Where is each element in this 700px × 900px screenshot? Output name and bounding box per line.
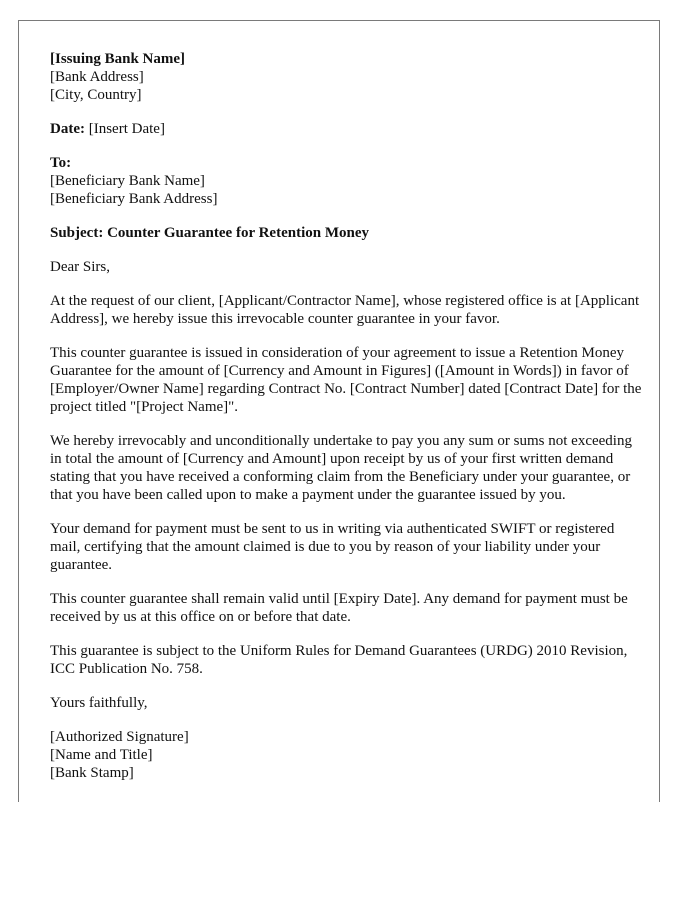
body-paragraph-undertaking: We hereby irrevocably and unconditionally undertake to pay you any sum or sums not exceeding in total the amount of [Currency and Amount] upon receipt by us of your first written demand stating that you have received a conforming claim from the Beneficiary under your guarantee, or that you have been called upon to make a payment under the guarantee issued by you. xyxy=(50,433,632,503)
recipient-bank-name: [Beneficiary Bank Name] xyxy=(50,173,205,189)
date-label: Date: xyxy=(50,121,85,137)
date-block xyxy=(50,120,642,138)
recipient-block xyxy=(50,154,642,208)
subject-line: Subject: Counter Guarantee for Retention Money xyxy=(50,225,369,241)
body-paragraph-urdg: This guarantee is subject to the Uniform Rules for Demand Guarantees (URDG) 2010 Revision, ICC Publication No. 758. xyxy=(50,643,628,677)
signature-block xyxy=(50,728,642,782)
issuer-city-country: [City, Country] xyxy=(50,87,142,103)
body-paragraph-request: At the request of our client, [Applicant/Contractor Name], whose registered office is at [Applicant Address], we hereby issue this irrevocable counter guarantee in your favor. xyxy=(50,293,640,327)
salutation: Dear Sirs, xyxy=(50,259,110,275)
issuer-name: [Issuing Bank Name] xyxy=(50,51,186,67)
closing-block xyxy=(50,694,642,712)
subject-block xyxy=(50,224,642,242)
issuer-block xyxy=(50,50,642,104)
recipient-label: To: xyxy=(50,155,72,171)
salutation-block xyxy=(50,258,642,276)
date-line xyxy=(50,120,642,138)
name-and-title: [Name and Title] xyxy=(50,747,153,763)
letter-page xyxy=(18,20,660,802)
letter-content xyxy=(50,50,642,798)
date-value: [Insert Date] xyxy=(88,121,165,137)
issuer-address: [Bank Address] xyxy=(50,69,144,85)
body-paragraph-validity: This counter guarantee shall remain valid until [Expiry Date]. Any demand for payment must be received by us at this office on or before that date. xyxy=(50,591,628,625)
body-paragraph-demand: Your demand for payment must be sent to us in writing via authenticated SWIFT or registered mail, certifying that the amount claimed is due to you by reason of your liability under your guarantee. xyxy=(50,521,615,573)
authorized-signature: [Authorized Signature] xyxy=(50,729,189,745)
recipient-bank-address: [Beneficiary Bank Address] xyxy=(50,191,218,207)
closing: Yours faithfully, xyxy=(50,695,148,711)
body-paragraph-consideration: This counter guarantee is issued in consideration of your agreement to issue a Retention Money Guarantee for the amount of [Currency and Amount in Figures] ([Amount in Words]) in favor of [Employer/Owner Name] regarding Contract No. [Contract Number] dated [Contract Date] for the project titled "[Project Name]". xyxy=(50,345,642,415)
bank-stamp: [Bank Stamp] xyxy=(50,765,134,781)
